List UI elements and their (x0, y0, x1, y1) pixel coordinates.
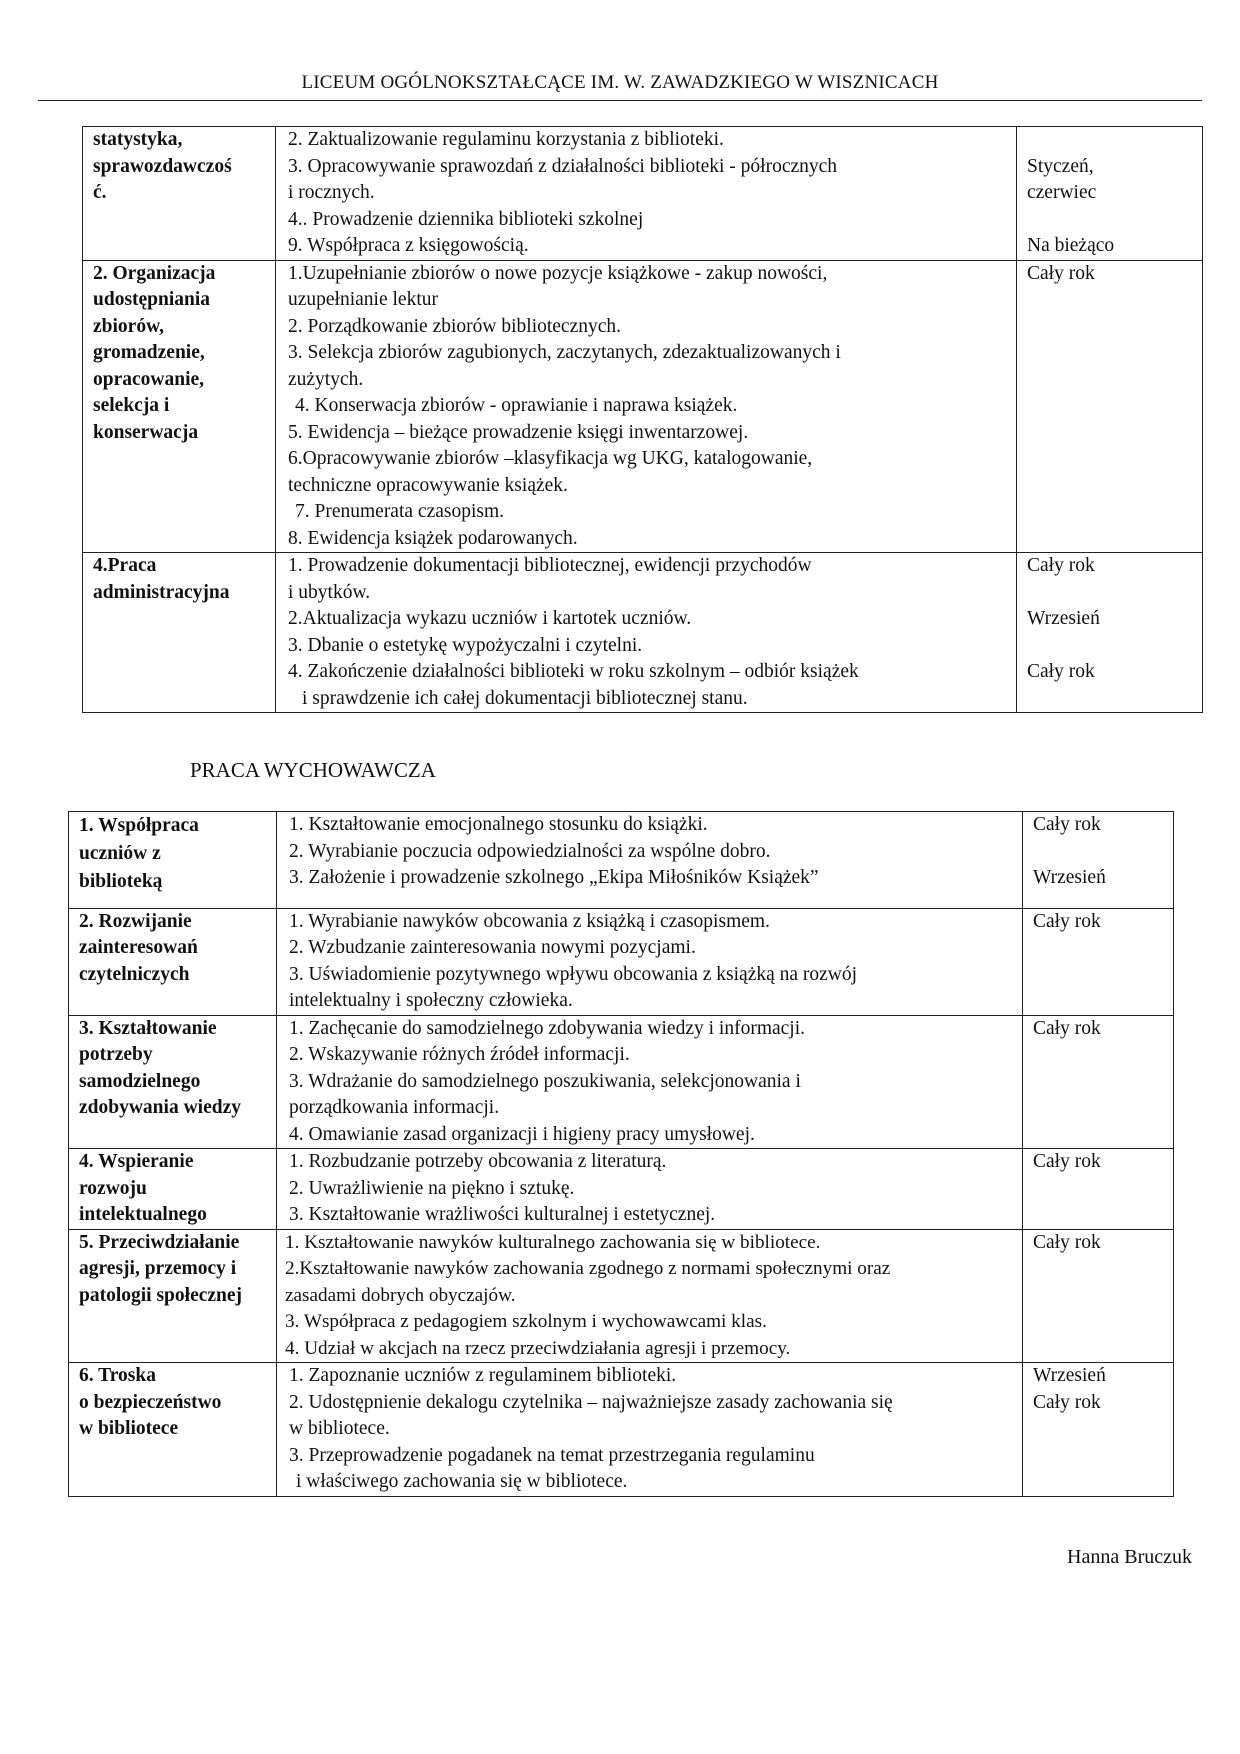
task-line: 3. Przeprowadzenie pogadanek na temat przestrzegania regulaminu (289, 1444, 815, 1466)
category-line: administracyjna (93, 581, 230, 603)
timing-line: czerwiec (1027, 182, 1097, 203)
category-line: 4. Wspieranie (79, 1151, 194, 1172)
category-line: 3. Kształtowanie (79, 1017, 217, 1039)
table-row (69, 908, 1174, 1015)
task-line: 2.Kształtowanie nawyków zachowania zgodnego z normami społecznymi oraz (285, 1258, 891, 1279)
timing-line: Cały rok (1033, 814, 1101, 835)
category-line: sprawozdawczoś (93, 155, 232, 177)
timing-cell (1023, 812, 1174, 909)
task-line: 3. Założenie i prowadzenie szkolnego „Ekipa Miłośników Książek” (289, 867, 819, 888)
task-line: 4. Zakończenie działalności biblioteki w roku szkolnym – odbiór książek (288, 661, 859, 682)
timing-line: Cały rok (1027, 555, 1095, 576)
task-line: 1. Zachęcanie do samodzielnego zdobywania wiedzy i informacji. (289, 1017, 806, 1039)
category-line: patologii społecznej (79, 1284, 243, 1306)
table-row (83, 260, 1203, 553)
table-row (83, 127, 1203, 261)
task-line: 5. Ewidencja – bieżące prowadzenie księgi inwentarzowej. (288, 421, 749, 443)
task-line: 2. Uwrażliwienie na piękno i sztukę. (289, 1177, 575, 1199)
task-line: 1. Kształtowanie nawyków kulturalnego zachowania się w bibliotece. (285, 1231, 821, 1253)
section-title: PRACA WYCHOWAWCZA (190, 758, 436, 782)
timing-line: Cały rok (1033, 1017, 1101, 1039)
category-line: zdobywania wiedzy (79, 1097, 241, 1118)
tasks-cell (277, 1229, 1023, 1363)
category-line: w bibliotece (79, 1418, 179, 1439)
tasks-cell (277, 1015, 1023, 1149)
task-line: uzupełnianie lektur (288, 289, 438, 310)
table-row (83, 553, 1203, 713)
timing-cell (1017, 127, 1203, 261)
task-line: 4.. Prowadzenie dziennika biblioteki szkolnej (288, 208, 644, 230)
timing-line: Cały rok (1033, 1231, 1101, 1253)
educational-work-table (68, 811, 1174, 1497)
category-line: gromadzenie, (93, 342, 205, 363)
category-line: potrzeby (79, 1044, 153, 1065)
category-line: 4.Praca (93, 555, 157, 576)
task-line: i właściwego zachowania się w bibliotece. (296, 1471, 628, 1492)
category-cell (83, 553, 276, 713)
table-row (69, 812, 1174, 909)
table-row (69, 1149, 1174, 1230)
task-line: 2.Aktualizacja wykazu uczniów i kartotek uczniów. (288, 608, 692, 629)
category-line: ć. (93, 182, 107, 203)
category-line: zainteresowań (79, 937, 198, 958)
table-row (69, 1229, 1174, 1363)
category-cell (69, 908, 277, 1015)
category-line: konserwacja (93, 421, 199, 443)
timing-cell (1017, 553, 1203, 713)
category-cell (69, 1149, 277, 1230)
category-line: 1. Współpraca (79, 815, 199, 836)
task-line: 3. Opracowywanie sprawozdań z działalności biblioteki - półrocznych (288, 155, 838, 177)
tasks-cell (276, 553, 1017, 713)
task-line: 3. Wdrażanie do samodzielnego poszukiwania, selekcjonowania i (289, 1070, 801, 1092)
category-cell (83, 127, 276, 261)
task-line: i rocznych. (288, 182, 375, 203)
timing-cell (1023, 1149, 1174, 1230)
task-line: 2. Zaktualizowanie regulaminu korzystania z biblioteki. (288, 129, 724, 150)
header-rule (38, 100, 1202, 101)
task-line: 2. Wyrabianie poczucia odpowiedzialności za wspólne dobro. (289, 840, 771, 862)
category-line: 5. Przeciwdziałanie (79, 1231, 240, 1253)
category-line: zbiorów, (93, 315, 164, 337)
timing-line: Wrzesień (1027, 608, 1100, 629)
category-line: intelektualnego (79, 1204, 207, 1225)
category-line: samodzielnego (79, 1070, 201, 1092)
task-line: 4. Omawianie zasad organizacji i higieny pracy umysłowej. (289, 1123, 755, 1145)
task-line: 2. Wzbudzanie zainteresowania nowymi pozycjami. (289, 937, 696, 958)
task-line: 1. Zapoznanie uczniów z regulaminem biblioteki. (289, 1365, 677, 1386)
category-cell (69, 812, 277, 909)
category-line: rozwoju (79, 1177, 147, 1199)
tasks-cell (276, 127, 1017, 261)
category-line: udostępniania (93, 289, 211, 310)
task-line: 3. Kształtowanie wrażliwości kulturalnej i estetycznej. (289, 1204, 716, 1225)
tasks-cell (277, 1363, 1023, 1497)
signature: Hanna Bruczuk (1067, 1546, 1192, 1568)
category-line: 6. Troska (79, 1365, 156, 1386)
task-line: 3. Uświadomienie pozytywnego wpływu obcowania z książką na rozwój (289, 963, 858, 985)
task-line: 1. Wyrabianie nawyków obcowania z książką i czasopismem. (289, 910, 770, 932)
category-cell (83, 260, 276, 553)
task-line: 4. Udział w akcjach na rzecz przeciwdziałania agresji i przemocy. (285, 1337, 791, 1359)
timing-line: Cały rok (1033, 1391, 1101, 1413)
task-line: 2. Udostępnienie dekalogu czytelnika – najważniejsze zasady zachowania się (289, 1391, 893, 1413)
timing-line: Na bieżąco (1027, 235, 1115, 256)
task-line: 1. Prowadzenie dokumentacji bibliotecznej, ewidencji przychodów (288, 555, 812, 576)
task-line: 2. Porządkowanie zbiorów bibliotecznych. (288, 315, 622, 337)
category-cell (69, 1229, 277, 1363)
task-line: zasadami dobrych obyczajów. (285, 1284, 516, 1306)
timing-cell (1023, 1363, 1174, 1497)
category-line: biblioteką (79, 871, 163, 892)
timing-line: Cały rok (1027, 661, 1095, 682)
timing-line: Styczeń, (1027, 155, 1094, 177)
category-line: opracowanie, (93, 368, 205, 390)
task-line: 3. Współpraca z pedagogiem szkolnym i wychowawcami klas. (285, 1311, 767, 1332)
category-line: 2. Organizacja (93, 262, 216, 284)
category-line: uczniów z (79, 843, 161, 864)
task-line: i ubytków. (288, 581, 371, 603)
task-line: 6.Opracowywanie zbiorów –klasyfikacja wg UKG, katalogowanie, (288, 448, 813, 469)
task-line: intelektualny i społeczny człowieka. (289, 990, 573, 1011)
task-line: 1. Rozbudzanie potrzeby obcowania z literaturą. (289, 1151, 667, 1172)
tasks-cell (277, 1149, 1023, 1230)
tasks-cell (276, 260, 1017, 553)
tasks-cell (277, 908, 1023, 1015)
timing-line: Cały rok (1033, 910, 1101, 932)
timing-cell (1023, 908, 1174, 1015)
timing-line: Wrzesień (1033, 1365, 1106, 1386)
task-line: techniczne opracowywanie książek. (288, 474, 568, 496)
category-cell (69, 1363, 277, 1497)
task-line: w bibliotece. (289, 1418, 390, 1439)
task-line: 2. Wskazywanie różnych źródeł informacji. (289, 1044, 630, 1065)
document-header: LICEUM OGÓLNOKSZTAŁCĄCE IM. W. ZAWADZKIEGO W WISZNICACH (301, 72, 939, 93)
timing-line: Cały rok (1033, 1151, 1101, 1172)
task-line: i sprawdzenie ich całej dokumentacji bibliotecznej stanu. (302, 687, 748, 709)
task-line: 7. Prenumerata czasopism. (295, 501, 505, 522)
task-line: 3. Dbanie o estetykę wypożyczalni i czytelni. (288, 634, 643, 656)
library-tasks-table (82, 126, 1203, 713)
table-row (69, 1363, 1174, 1497)
category-line: czytelniczych (79, 963, 190, 985)
timing-cell (1023, 1015, 1174, 1149)
timing-line: Wrzesień (1033, 867, 1106, 888)
table-row (69, 1015, 1174, 1149)
task-line: 1.Uzupełnianie zbiorów o nowe pozycje książkowe - zakup nowości, (288, 262, 828, 284)
category-line: selekcja i (93, 395, 170, 416)
timing-line: Cały rok (1027, 262, 1095, 284)
task-line: 1. Kształtowanie emocjonalnego stosunku do książki. (289, 814, 708, 835)
task-line: 4. Konserwacja zbiorów - oprawianie i naprawa książek. (295, 395, 738, 416)
task-line: zużytych. (288, 368, 364, 390)
task-line: 8. Ewidencja książek podarowanych. (288, 527, 578, 549)
category-line: 2. Rozwijanie (79, 910, 192, 932)
category-line: agresji, przemocy i (79, 1258, 237, 1279)
category-line: o bezpieczeństwo (79, 1391, 222, 1413)
task-line: porządkowania informacji. (289, 1097, 500, 1118)
task-line: 9. Współpraca z księgowością. (288, 235, 529, 256)
tasks-cell (277, 812, 1023, 909)
task-line: 3. Selekcja zbiorów zagubionych, zaczytanych, zdezaktualizowanych i (288, 342, 841, 363)
category-line: statystyka, (93, 129, 183, 150)
timing-cell (1017, 260, 1203, 553)
timing-cell (1023, 1229, 1174, 1363)
category-cell (69, 1015, 277, 1149)
